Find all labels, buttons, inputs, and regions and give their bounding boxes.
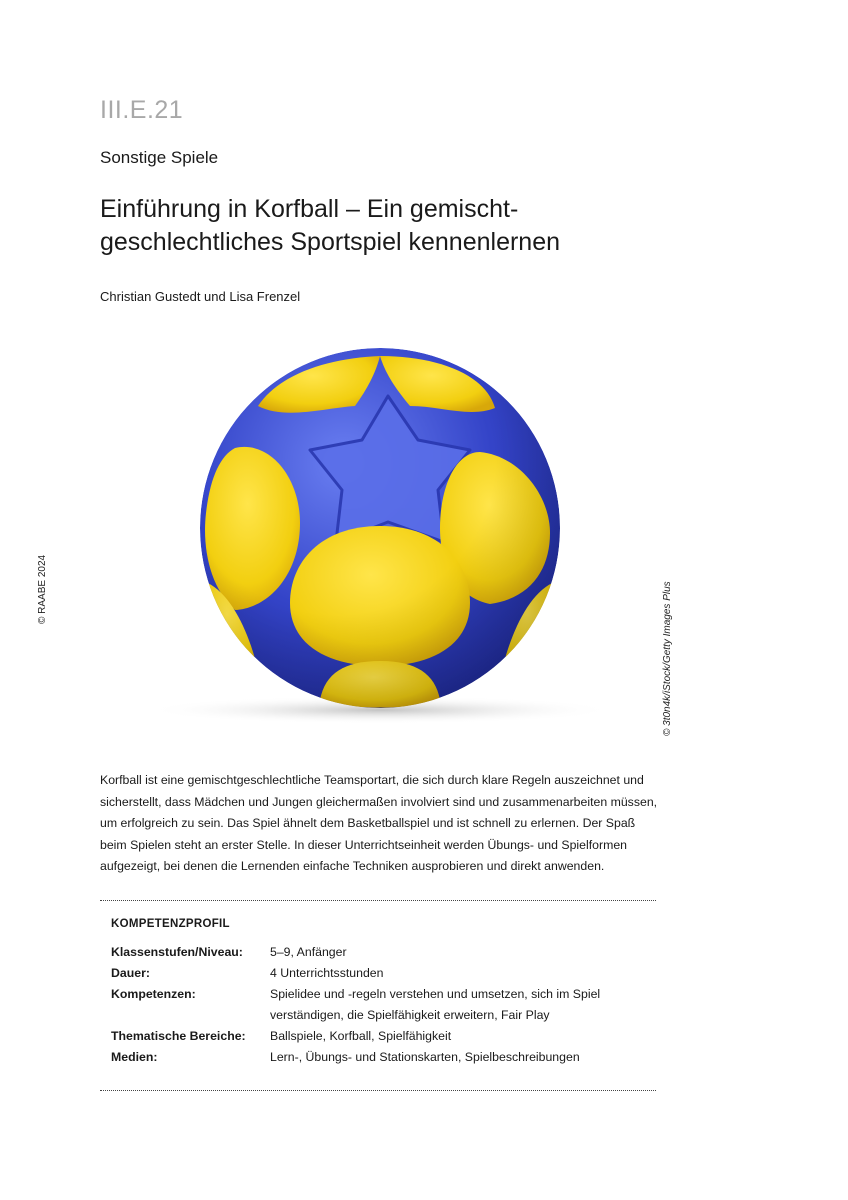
unit-code: III.E.21	[100, 96, 184, 124]
authors: Christian Gustedt und Lisa Frenzel	[100, 289, 301, 304]
korfball-image	[140, 348, 620, 738]
profile-label: Klassenstufen/Niveau:	[111, 945, 243, 959]
profile-label: Dauer:	[111, 966, 150, 980]
profile-value: Spielidee und -regeln verstehen und umsetzen, sich im Spiel verständigen, die Spielfähigkeit erweitern, Fair Play	[270, 987, 601, 1022]
title-line-1: Einführung in Korfball – Ein gemischt-	[100, 195, 519, 223]
profile-row-competences	[111, 984, 656, 1026]
profile-value: Ballspiele, Korfball, Spielfähigkeit	[270, 1029, 452, 1043]
section-title: Sonstige Spiele	[100, 148, 219, 167]
divider-bottom	[100, 1090, 656, 1091]
profile-label: Thematische Bereiche:	[111, 1029, 246, 1043]
profile-label: Medien:	[111, 1050, 158, 1064]
profile-row-topics	[111, 1026, 656, 1047]
page-title	[100, 193, 740, 259]
image-credit: © 3t0n4k/iStock/Getty Images Plus	[662, 581, 673, 736]
profile-value: Lern-, Übungs- und Stationskarten, Spielbeschreibungen	[270, 1050, 580, 1064]
profile-row-media	[111, 1047, 656, 1068]
profile-value: 4 Unterrichtsstunden	[270, 966, 384, 980]
profile-value: 5–9, Anfänger	[270, 945, 347, 959]
copyright-note: © RAABE 2024	[37, 554, 48, 624]
title-line-2: geschlechtliches Sportspiel kennenlernen	[100, 228, 561, 256]
intro-paragraph: Korfball ist eine gemischtgeschlechtliche Teamsportart, die sich durch klare Regeln auszeichnet und sicherstellt, dass Mädchen und Jungen gleichermaßen involviert sind und zusammenarbeiten müssen, um erfolgreich zu sein. Das Spiel ähnelt dem Basketballspiel und ist schnell zu erlernen. Der Spaß beim Spielen steht an erster Stelle. In dieser Unterrichtseinheit werden Übungs- und Spielformen aufgezeigt, bei denen die Lernenden einfache Techniken ausprobieren und direkt anwenden.	[100, 773, 658, 874]
profile-row-duration	[111, 963, 656, 984]
divider-top	[100, 900, 656, 901]
profile-heading: KOMPETENZPROFIL	[111, 918, 230, 930]
ball-body	[200, 348, 560, 708]
competence-profile	[111, 918, 656, 1068]
profile-label: Kompetenzen:	[111, 987, 196, 1001]
profile-row-level	[111, 942, 656, 963]
